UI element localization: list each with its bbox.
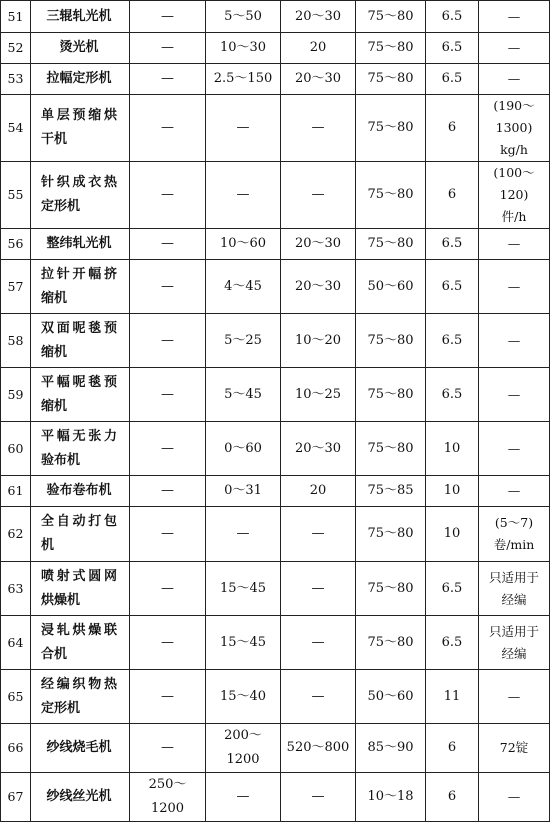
col5-cell: —	[281, 507, 356, 562]
col7-cell: 6	[426, 724, 479, 773]
equipment-name-line: 烫光机	[59, 40, 99, 55]
col5-cell: —	[281, 562, 356, 616]
table-row	[1, 616, 550, 670]
note-line: (190～1300)	[493, 98, 535, 135]
col6-cell: 85～90	[356, 724, 426, 773]
col3-cell: —	[130, 95, 206, 162]
table-row	[1, 33, 550, 64]
note-line: 经编	[501, 645, 527, 661]
col7-cell: 6.5	[426, 64, 479, 95]
equipment-name-cell	[31, 64, 130, 95]
equipment-name-line: 验布机	[41, 452, 81, 468]
note-line: 件/h	[501, 209, 527, 224]
equipment-name-cell	[31, 422, 130, 476]
col4-cell: —	[206, 95, 281, 162]
col6-cell: 75～80	[356, 95, 426, 162]
equipment-name-line: 机	[41, 538, 55, 553]
col5-cell: 10～25	[281, 368, 356, 422]
equipment-name-line: 验布卷布机	[46, 483, 112, 498]
table-row	[1, 64, 550, 95]
table-row	[1, 314, 550, 368]
equipment-name-line: 整纬轧光机	[46, 236, 112, 251]
col4-cell: 15～45	[206, 616, 281, 670]
note-line: —	[507, 789, 521, 804]
equipment-name-cell	[31, 33, 130, 64]
note-line: 经编	[501, 591, 527, 607]
col7-cell: 10	[426, 422, 479, 476]
col3-cell: —	[130, 229, 206, 260]
col5-cell: —	[281, 162, 356, 229]
row-number-cell: 59	[1, 368, 31, 422]
col4-cell: 4～45	[206, 260, 281, 314]
col6-cell: 75～80	[356, 33, 426, 64]
row-number-cell: 55	[1, 162, 31, 229]
col5-cell: 20～30	[281, 260, 356, 314]
col6-cell: 50～60	[356, 260, 426, 314]
equipment-name-line: 烘燥机	[41, 592, 81, 608]
equipment-name-cell	[31, 562, 130, 616]
equipment-name-line: 平幅呢毯预	[41, 374, 117, 390]
note-line: —	[507, 236, 521, 251]
equipment-name-cell	[31, 616, 130, 670]
col4-cell: 10～60	[206, 229, 281, 260]
note-cell	[479, 1, 550, 33]
note-line: —	[507, 278, 521, 294]
equipment-name-line: 缩机	[41, 344, 68, 360]
col4-cell: 2.5～150	[206, 64, 281, 95]
equipment-name-cell	[31, 95, 130, 162]
col4-cell: 15～45	[206, 562, 281, 616]
equipment-name-line: 经编织物热	[41, 676, 117, 692]
col7-cell: 6.5	[426, 368, 479, 422]
equipment-name-cell	[31, 314, 130, 368]
note-cell	[479, 773, 550, 822]
note-cell	[479, 260, 550, 314]
col4-cell: 200～1200	[206, 724, 281, 773]
equipment-name-line: 定形机	[41, 700, 81, 716]
note-cell	[479, 162, 550, 229]
table-row	[1, 476, 550, 507]
col6-cell: 50～60	[356, 670, 426, 724]
table-row	[1, 368, 550, 422]
equipment-name-line: 浸轧烘燥联	[41, 622, 117, 638]
table-row	[1, 562, 550, 616]
col7-cell: 11	[426, 670, 479, 724]
note-cell	[479, 670, 550, 724]
col3-cell: —	[130, 422, 206, 476]
col5-cell: 20	[281, 33, 356, 64]
col5-cell: 20～30	[281, 229, 356, 260]
note-line: 只适用于	[488, 569, 539, 585]
col6-cell: 75～80	[356, 64, 426, 95]
table-row	[1, 773, 550, 822]
note-line: —	[507, 386, 521, 402]
table-row	[1, 162, 550, 229]
equipment-name-cell	[31, 162, 130, 229]
equipment-name-line: 合机	[41, 646, 68, 662]
table-row	[1, 260, 550, 314]
col3-cell: —	[130, 670, 206, 724]
row-number-cell: 62	[1, 507, 31, 562]
col4-cell: —	[206, 162, 281, 229]
table-body	[1, 1, 550, 822]
col3-cell: —	[130, 33, 206, 64]
note-cell	[479, 368, 550, 422]
col7-cell: 6	[426, 162, 479, 229]
col3-cell: —	[130, 476, 206, 507]
equipment-name-cell	[31, 368, 130, 422]
equipment-name-line: 三辊轧光机	[46, 8, 112, 24]
row-number-cell: 58	[1, 314, 31, 368]
row-number-cell: 61	[1, 476, 31, 507]
note-line: kg/h	[500, 142, 528, 157]
col6-cell: 75～80	[356, 562, 426, 616]
col7-cell: 6	[426, 773, 479, 822]
note-line: —	[507, 483, 521, 498]
equipment-name-line: 拉针开幅挤	[41, 266, 117, 282]
col4-cell: 10～30	[206, 33, 281, 64]
note-cell	[479, 724, 550, 773]
col7-cell: 6.5	[426, 314, 479, 368]
col3-cell: —	[130, 260, 206, 314]
col7-cell: 6.5	[426, 1, 479, 33]
row-number-cell: 64	[1, 616, 31, 670]
note-line: —	[507, 332, 521, 348]
equipment-name-line: 干机	[41, 132, 68, 147]
table-row	[1, 670, 550, 724]
col4-cell: 5～45	[206, 368, 281, 422]
col5-cell: 10～20	[281, 314, 356, 368]
note-cell	[479, 314, 550, 368]
equipment-name-line: 喷射式圆网	[41, 568, 117, 584]
row-number-cell: 51	[1, 1, 31, 33]
row-number-cell: 67	[1, 773, 31, 822]
col3-cell: —	[130, 162, 206, 229]
note-cell	[479, 33, 550, 64]
equipment-name-line: 全自动打包	[41, 514, 117, 529]
col6-cell: 75～80	[356, 1, 426, 33]
equipment-name-line: 纱线丝光机	[46, 789, 112, 804]
col5-cell: 520～800	[281, 724, 356, 773]
col7-cell: 10	[426, 476, 479, 507]
col4-cell: 0～31	[206, 476, 281, 507]
col5-cell: —	[281, 616, 356, 670]
col5-cell: —	[281, 773, 356, 822]
row-number-cell: 66	[1, 724, 31, 773]
note-line: 72锭	[499, 740, 529, 755]
col5-cell: —	[281, 670, 356, 724]
col6-cell: 10～18	[356, 773, 426, 822]
equipment-name-line: 单层预缩烘	[41, 108, 117, 123]
col3-cell: —	[130, 1, 206, 33]
note-line: —	[507, 71, 521, 86]
col5-cell: 20～30	[281, 1, 356, 33]
equipment-name-line: 纱线烧毛机	[46, 740, 112, 755]
col3-cell: —	[130, 507, 206, 562]
equipment-name-cell	[31, 1, 130, 33]
equipment-name-cell	[31, 773, 130, 822]
equipment-name-cell	[31, 724, 130, 773]
note-cell	[479, 616, 550, 670]
row-number-cell: 52	[1, 33, 31, 64]
note-line: 卷/min	[493, 537, 535, 552]
col3-cell: —	[130, 368, 206, 422]
row-number-cell: 65	[1, 670, 31, 724]
note-cell	[479, 562, 550, 616]
table-row	[1, 724, 550, 773]
col3-cell: —	[130, 616, 206, 670]
note-cell	[479, 476, 550, 507]
col7-cell: 6.5	[426, 562, 479, 616]
col5-cell: —	[281, 95, 356, 162]
col6-cell: 75～80	[356, 162, 426, 229]
equipment-name-line: 拉幅定形机	[46, 71, 112, 86]
equipment-name-line: 双面呢毯预	[41, 320, 117, 336]
note-cell	[479, 229, 550, 260]
row-number-cell: 54	[1, 95, 31, 162]
col4-cell: —	[206, 773, 281, 822]
col4-cell: 5～50	[206, 1, 281, 33]
col4-cell: 15～40	[206, 670, 281, 724]
note-line: (100～120)	[493, 165, 535, 202]
note-line: —	[507, 8, 521, 24]
col7-cell: 6.5	[426, 33, 479, 64]
col4-cell: —	[206, 507, 281, 562]
equipment-name-cell	[31, 260, 130, 314]
col6-cell: 75～80	[356, 507, 426, 562]
col6-cell: 75～80	[356, 422, 426, 476]
col3-cell: —	[130, 562, 206, 616]
col7-cell: 10	[426, 507, 479, 562]
row-number-cell: 60	[1, 422, 31, 476]
table-row	[1, 1, 550, 33]
note-line: —	[507, 688, 521, 704]
col6-cell: 75～80	[356, 616, 426, 670]
equipment-name-cell	[31, 229, 130, 260]
note-cell	[479, 95, 550, 162]
equipment-name-line: 针织成衣热	[41, 175, 117, 190]
col3-cell: —	[130, 314, 206, 368]
row-number-cell: 53	[1, 64, 31, 95]
col4-cell: 0～60	[206, 422, 281, 476]
note-cell	[479, 507, 550, 562]
col7-cell: 6.5	[426, 260, 479, 314]
col5-cell: 20～30	[281, 422, 356, 476]
row-number-cell: 57	[1, 260, 31, 314]
col6-cell: 75～80	[356, 368, 426, 422]
col5-cell: 20～30	[281, 64, 356, 95]
equipment-name-cell	[31, 670, 130, 724]
note-line: —	[507, 440, 521, 456]
note-line: (5～7)	[494, 515, 534, 530]
col6-cell: 75～85	[356, 476, 426, 507]
col5-cell: 20	[281, 476, 356, 507]
col3-cell: —	[130, 64, 206, 95]
table-row	[1, 95, 550, 162]
equipment-name-line: 平幅无张力	[41, 428, 117, 444]
col4-cell: 5～25	[206, 314, 281, 368]
equipment-name-cell	[31, 507, 130, 562]
col3-cell: 250～1200	[130, 773, 206, 822]
note-cell	[479, 64, 550, 95]
col7-cell: 6	[426, 95, 479, 162]
note-line: —	[507, 40, 521, 55]
table-row	[1, 422, 550, 476]
equipment-name-line: 缩机	[41, 290, 68, 306]
col6-cell: 75～80	[356, 314, 426, 368]
col6-cell: 75～80	[356, 229, 426, 260]
equipment-name-line: 定形机	[41, 199, 81, 214]
table-row	[1, 507, 550, 562]
note-cell	[479, 422, 550, 476]
equipment-name-cell	[31, 476, 130, 507]
row-number-cell: 63	[1, 562, 31, 616]
equipment-name-line: 缩机	[41, 398, 68, 414]
table-row	[1, 229, 550, 260]
col7-cell: 6.5	[426, 616, 479, 670]
col3-cell: —	[130, 724, 206, 773]
row-number-cell: 56	[1, 229, 31, 260]
note-line: 只适用于	[488, 623, 539, 639]
col7-cell: 6.5	[426, 229, 479, 260]
